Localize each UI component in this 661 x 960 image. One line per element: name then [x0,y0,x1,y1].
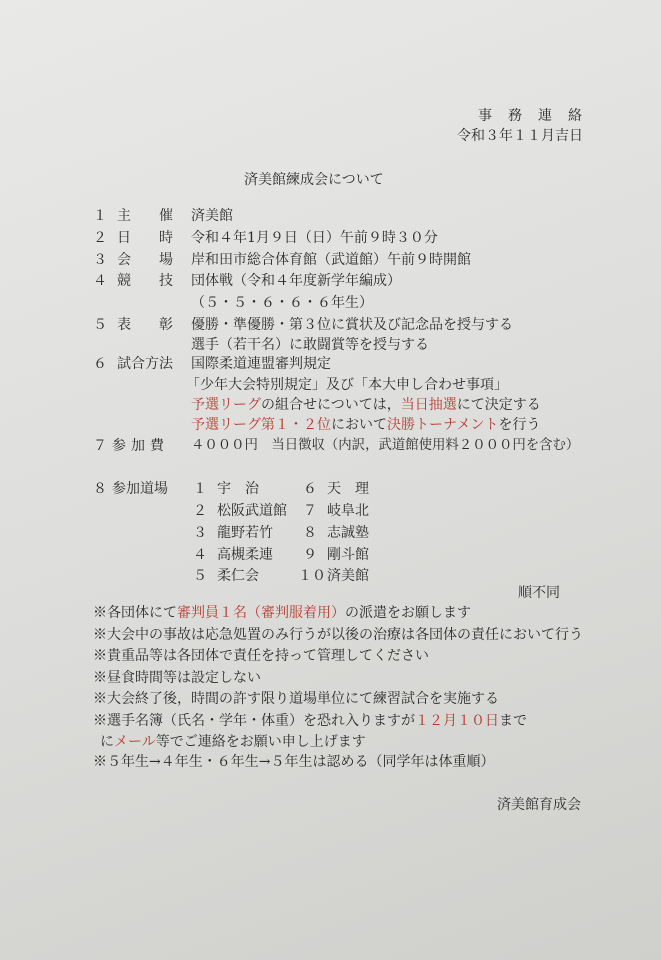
body-text: 等でご連絡をお願い申し上げます [155,734,366,750]
item-number: ４ [93,273,107,289]
document-title: 済美館練成会について [244,172,384,188]
item-label-fee: 参加費 [112,438,169,454]
note-lunch: ※昼食時間等は設定しない [93,670,261,686]
highlight-text: 予選リーグ第１・２位 [191,417,331,433]
item-value-awards: 優勝・準優勝・第３位に賞状及び記念品を授与する [191,317,513,333]
item-value-awards-fighting-spirit: 選手（若干名）に敢闘賞等を授与する [191,337,429,353]
dojo-name: 志誠塾 [327,525,369,541]
item-number: １ [93,208,107,224]
dojo-name: 済美館 [327,568,369,584]
item-value-organizer: 済美館 [191,208,233,224]
item-value-event: 団体戦（令和４年度新学年編成） [191,273,401,289]
dojo-number: ８ [303,525,317,541]
item-label-venue: 会 場 [117,252,173,268]
body-text: にて決定する [456,397,541,413]
notice-label: 事 務 連 絡 [478,108,583,124]
dojo-name: 高槻柔連 [217,547,273,563]
body-text: を行う [498,417,541,433]
signature: 済美館育成会 [497,797,581,813]
item-value-datetime: 令和４年1月９日（日）午前９時３０分 [191,230,438,246]
body-text: において [331,417,387,433]
note-accidents: ※大会中の事故は応急処置のみ行うが以後の治療は各団体の責任において行う [93,627,583,643]
dojo-number: ６ [303,481,317,497]
item-value-rules: 国際柔道連盟審判規定 [191,356,331,372]
item-label-organizer: 主 催 [117,208,173,224]
notice-date: 令和３年１１月吉日 [457,128,583,144]
dojo-name: 天 理 [327,481,369,497]
highlight-text: 当日抽選 [400,397,457,413]
highlight-text: 審判員１名（審判服着用） [177,605,345,621]
body-text: ※各団体にて [93,605,177,621]
item-label-rules: 試合方法 [117,356,173,372]
highlight-text: メール [114,734,156,750]
body-text: に [100,734,114,750]
item-number: ８ [93,481,107,497]
dojo-name: 岐阜北 [327,503,369,519]
dojo-number: ５ [193,568,207,584]
note-roster-contact [100,732,366,752]
item-label-dojos: 参加道場 [112,481,168,497]
item-number: ７ [93,438,107,454]
dojo-number: ９ [303,547,317,563]
item-label-awards: 表 彰 [117,317,173,333]
dojo-number: １０ [298,568,326,584]
dojo-number: ２ [193,503,207,519]
dojo-name: 柔仁会 [217,568,259,584]
item-label-datetime: 日 時 [117,230,173,246]
dojo-name: 龍野若竹 [217,525,273,541]
item-number: ５ [93,317,107,333]
item-value-rules-league-draw [191,395,541,415]
item-value-fee: ４０００円 当日徴収（内訳，武道館使用料２０００円を含む） [191,438,580,453]
note-referee [93,603,471,623]
body-text: の派遣をお願します [345,605,471,621]
item-value-rules-tournament [191,415,540,435]
order-note: 順不同 [518,585,560,601]
item-number: ３ [93,252,107,268]
dojo-number: ３ [193,525,207,541]
highlight-text: １２月１０日 [415,713,499,729]
body-text: の組合せについては， [261,397,401,413]
note-grade-rules: ※５年生→４年生・６年生→５年生は認める（同学年は体重順） [93,754,495,770]
item-label-event: 競 技 [117,273,173,289]
item-number: ６ [93,356,107,372]
dojo-name: 宇 治 [217,481,259,497]
dojo-name: 剛斗館 [327,547,369,563]
note-practice-matches: ※大会終了後，時間の許す限り道場単位にて練習試合を実施する [93,691,499,707]
highlight-text: 予選リーグ [191,397,261,413]
body-text: まで [499,713,527,729]
dojo-number: １ [193,481,207,497]
item-value-event-grades: （５・５・６・６・６年生） [191,295,373,311]
dojo-number: ４ [193,547,207,563]
body-text: ※選手名簿（氏名・学年・体重）を恐れ入りますが [93,713,415,729]
item-value-venue: 岸和田市総合体育館（武道館）午前９時開館 [191,252,471,268]
dojo-name: 松阪武道館 [217,503,287,519]
note-roster [93,711,527,731]
item-value-rules-special: 「少年大会特別規定」及び「本大申し合わせ事項」 [186,377,508,393]
highlight-text: 決勝トーナメント [387,417,499,433]
note-valuables: ※貴重品等は各団体で責任を持って管理してください [93,648,429,664]
dojo-number: ７ [303,503,317,519]
item-number: ２ [93,230,107,246]
